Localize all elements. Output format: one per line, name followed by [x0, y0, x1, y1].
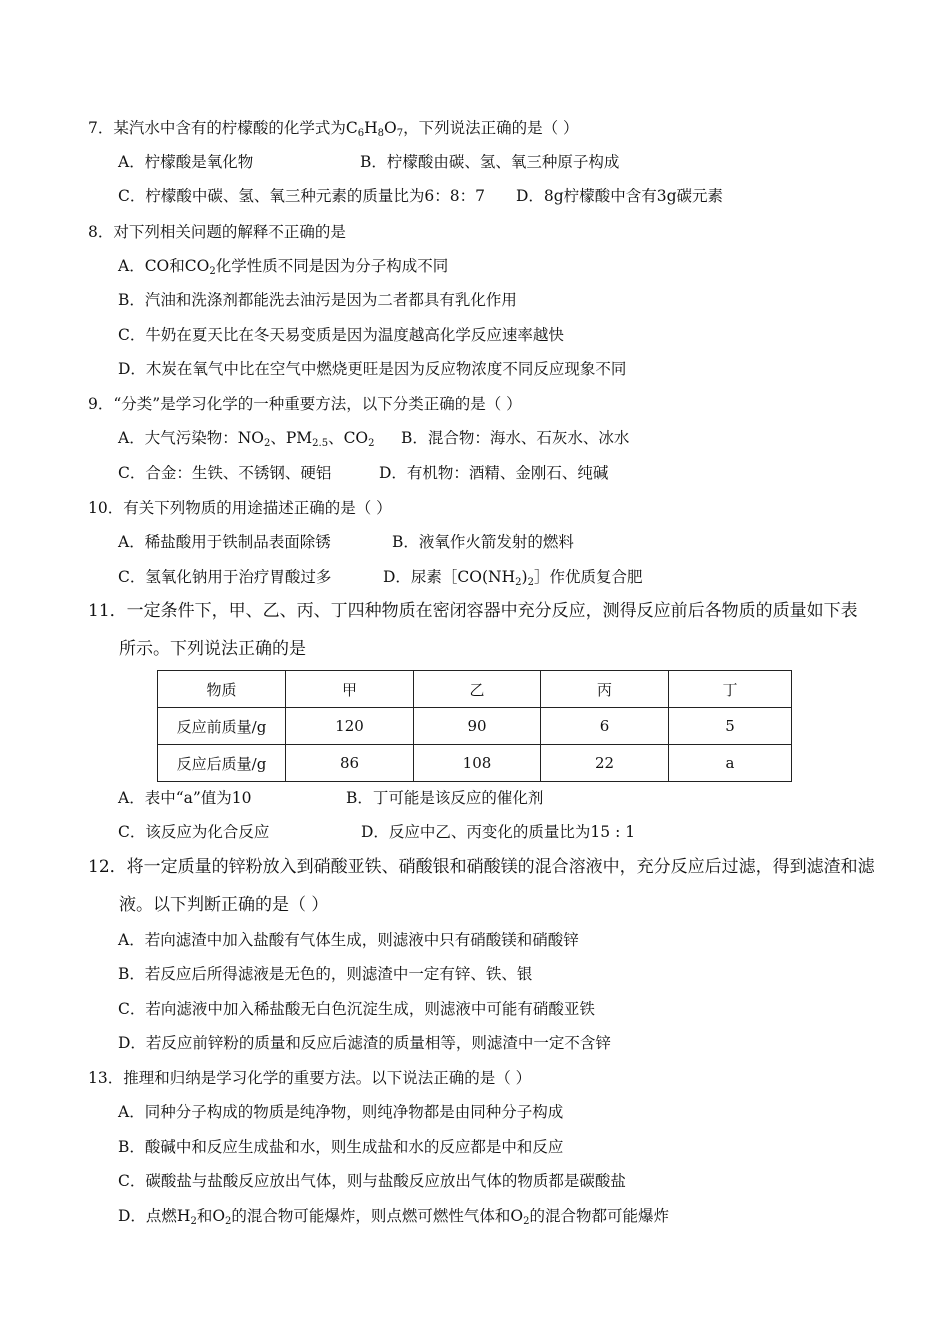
q8-option-d: D．木炭在氧气中比在空气中燃烧更旺是因为反应物浓度不同反应现象不同 — [118, 360, 627, 378]
table-cell: 物质 — [158, 671, 286, 708]
table-cell: 86 — [286, 745, 414, 782]
q13-option-b: B．酸碱中和反应生成盐和水，则生成盐和水的反应都是中和反应 — [118, 1138, 564, 1156]
q10-option-a: A．稀盐酸用于铁制品表面除锈 — [118, 533, 331, 551]
table-cell: 22 — [541, 745, 669, 782]
q8-stem: 8．对下列相关问题的解释不正确的是 — [88, 223, 346, 241]
table-header-row — [158, 671, 792, 708]
table-cell: 90 — [414, 708, 541, 745]
q12-option-b: B．若反应后所得滤液是无色的，则滤渣中一定有锌、铁、银 — [118, 965, 533, 983]
table-row — [158, 745, 792, 782]
q11-option-a: A．表中“a”值为10 — [118, 789, 252, 807]
q11-option-b: B．丁可能是该反应的催化剂 — [346, 789, 544, 807]
q12-stem-continued: 液。以下判断正确的是（ ） — [119, 895, 329, 915]
q12-option-d: D．若反应前锌粉的质量和反应后滤渣的质量相等，则滤渣中一定不含锌 — [118, 1034, 611, 1052]
table-cell: 乙 — [414, 671, 541, 708]
q10-option-d: D．尿素$[CO(NH_2)_2]$作优质复合肥 — [383, 568, 643, 588]
q9-option-c: C．合金：生铁、不锈钢、硬铝 — [118, 464, 332, 482]
q11-stem-continued: 所示。下列说法正确的是 — [119, 639, 306, 659]
table-row — [158, 708, 792, 745]
q13-option-a: A．同种分子构成的物质是纯净物，则纯净物都是由同种分子构成 — [118, 1103, 564, 1121]
q10-option-b: B．液氧作火箭发射的燃料 — [392, 533, 574, 551]
q8-option-c: C．牛奶在夏天比在冬天易变质是因为温度越高化学反应速率越快 — [118, 326, 564, 344]
q9-stem: 9．“分类”是学习化学的一种重要方法，以下分类正确的是（ ） — [88, 395, 522, 413]
q8-option-b: B．汽油和洗涤剂都能洗去油污是因为二者都具有乳化作用 — [118, 291, 517, 309]
q13-option-d: D．点燃$H_2$和$O_2$的混合物可能爆炸，则点燃可燃性气体和$O_2$的混合物都可能爆炸 — [118, 1207, 670, 1227]
q9-option-a: A．大气污染物：$NO_2$、$PM_{2.5}$、$CO_2$ — [118, 429, 375, 449]
table-cell: 甲 — [286, 671, 414, 708]
q9-option-b: B．混合物：海水、石灰水、冰水 — [401, 429, 630, 447]
q9-option-d: D．有机物：酒精、金刚石、纯碱 — [379, 464, 609, 482]
table-cell: 120 — [286, 708, 414, 745]
q7-option-c: C．柠檬酸中碳、氢、氧三种元素的质量比为6：8：7 — [118, 187, 485, 205]
q12-stem: 12．将一定质量的锌粉放入到硝酸亚铁、硝酸银和硝酸镁的混合溶液中，充分反应后过滤，得到滤渣和滤 — [88, 857, 875, 877]
q7-stem: 7．某汽水中含有的柠檬酸的化学式为$C_6H_8O_7$，下列说法正确的是（ ） — [88, 119, 579, 139]
q11-option-d: D．反应中乙、丙变化的质量比为15 : 1 — [361, 823, 636, 841]
table-cell: a — [669, 745, 792, 782]
table-cell: 反应前质量/g — [158, 708, 286, 745]
table-cell: 丁 — [669, 671, 792, 708]
q8-option-a: A．CO和$CO_2$化学性质不同是因为分子构成不同 — [118, 257, 449, 277]
q10-option-c: C．氢氧化钠用于治疗胃酸过多 — [118, 568, 332, 586]
mass-table — [157, 670, 792, 782]
q12-option-c: C．若向滤液中加入稀盐酸无白色沉淀生成，则滤液中可能有硝酸亚铁 — [118, 1000, 595, 1018]
q13-stem: 13．推理和归纳是学习化学的重要方法。以下说法正确的是（ ） — [88, 1069, 532, 1087]
table-cell: 6 — [541, 708, 669, 745]
q7-option-b: B．柠檬酸由碳、氢、氧三种原子构成 — [360, 153, 620, 171]
q11-option-c: C．该反应为化合反应 — [118, 823, 270, 841]
q7-option-d: D．8g柠檬酸中含有3g碳元素 — [516, 187, 723, 205]
q11-stem: 11．一定条件下，甲、乙、丙、丁四种物质在密闭容器中充分反应，测得反应前后各物质的质量如下表 — [88, 601, 858, 621]
q13-option-c: C．碳酸盐与盐酸反应放出气体，则与盐酸反应放出气体的物质都是碳酸盐 — [118, 1172, 626, 1190]
table-cell: 丙 — [541, 671, 669, 708]
table-cell: 108 — [414, 745, 541, 782]
q12-option-a: A．若向滤渣中加入盐酸有气体生成，则滤液中只有硝酸镁和硝酸锌 — [118, 931, 579, 949]
table-cell: 5 — [669, 708, 792, 745]
q7-option-a: A．柠檬酸是氧化物 — [118, 153, 254, 171]
q10-stem: 10．有关下列物质的用途描述正确的是（ ） — [88, 499, 392, 517]
table-cell: 反应后质量/g — [158, 745, 286, 782]
